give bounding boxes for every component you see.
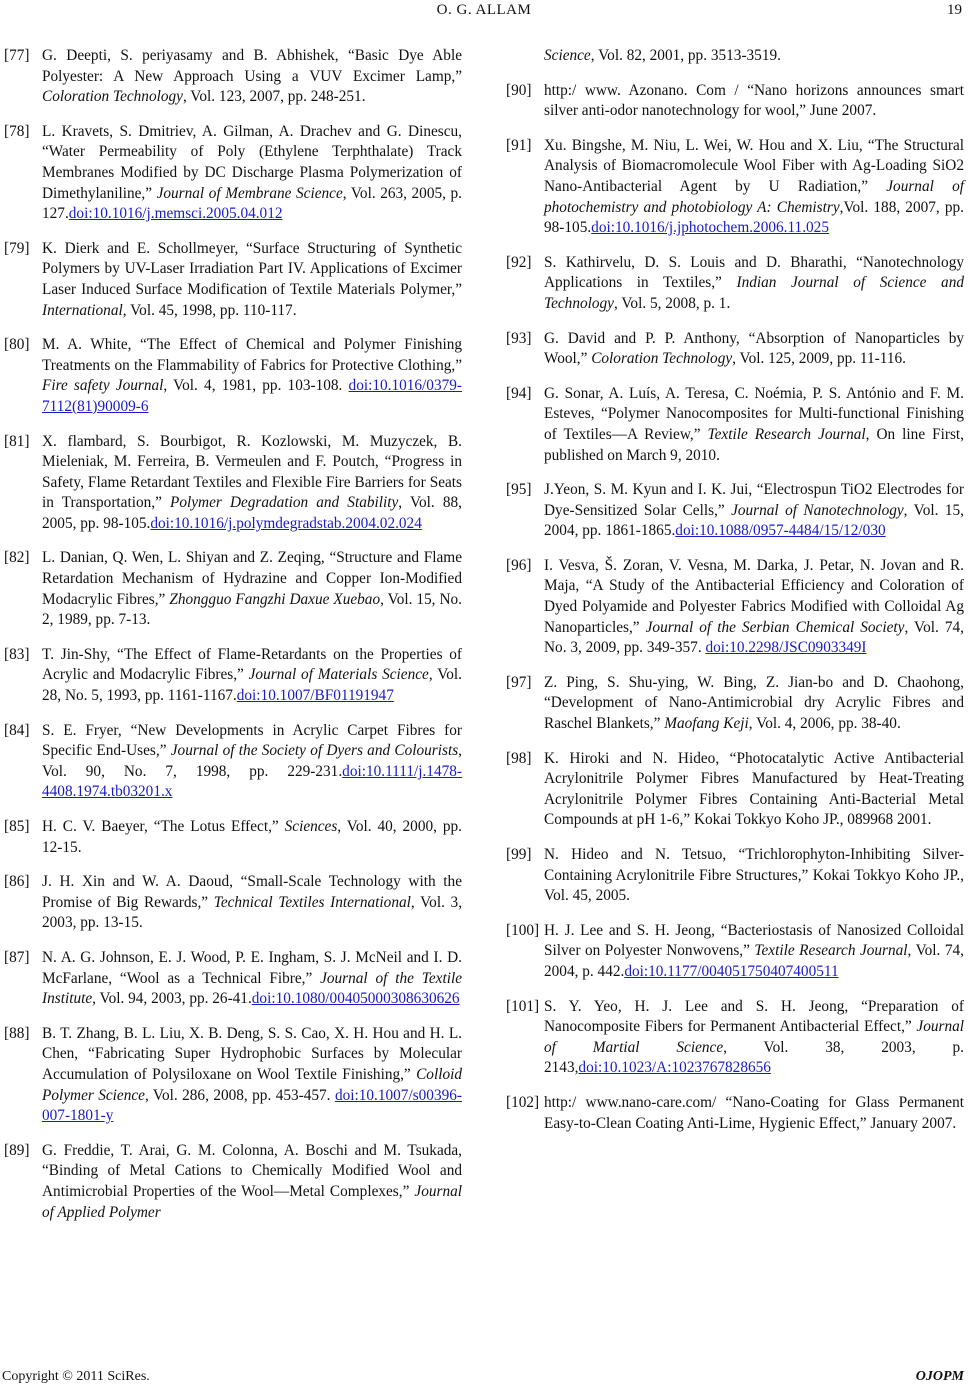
reference-details: , Vol. 88, 2005, pp. 98-105. bbox=[42, 494, 463, 532]
reference-details: , Vol. 15, No. 2, 1989, pp. 7-13. bbox=[42, 590, 463, 629]
reference-source: Journal of Martial Science bbox=[544, 1018, 964, 1056]
reference-details: , Vol. 40, 2000, pp. 12-15. bbox=[42, 818, 462, 856]
reference-text bbox=[544, 136, 964, 239]
reference-text bbox=[42, 817, 462, 858]
reference-text bbox=[42, 721, 462, 803]
reference-entry bbox=[506, 480, 964, 542]
reference-details: , Vol. 5, 2008, p. 1. bbox=[613, 294, 731, 312]
doi-link[interactable]: doi:10.1016/0379-7112(81)90009-6 bbox=[42, 377, 462, 415]
reference-details: , Vol. 263, 2005, p. 127. bbox=[42, 184, 462, 223]
doi-link[interactable]: doi:10.1007/BF01191947 bbox=[236, 687, 394, 705]
reference-authors-title: S. E. Fryer, “New Developments in Acrylic Carpet Fibres for Specific End-Uses,” bbox=[42, 721, 462, 760]
reference-entry bbox=[4, 548, 462, 630]
reference-entry bbox=[506, 136, 964, 239]
doi-link[interactable]: doi:10.1016/j.polymdegradstab.2004.02.024 bbox=[150, 514, 422, 532]
reference-entry bbox=[506, 1093, 964, 1134]
reference-source: Journal of Materials Science bbox=[248, 666, 429, 684]
reference-text bbox=[544, 921, 964, 983]
reference-text bbox=[42, 239, 462, 321]
reference-source: Fire safety Journal bbox=[42, 377, 164, 395]
reference-entry bbox=[4, 46, 462, 108]
page-header bbox=[0, 0, 968, 22]
reference-details: , Vol. 123, 2007, pp. 248-251. bbox=[182, 88, 366, 106]
reference-authors-title: L. Danian, Q. Wen, L. Shiyan and Z. Zeqing, “Structure and Flame Retardation Mechanism of Hydrazine and Copper Ion-Modified Modacrylic Fibres,” bbox=[42, 549, 462, 608]
reference-authors-title: http:/ www. Azonano. Com / “Nano horizons announces smart silver anti-odor nanotechnology for wool,” June 2007. bbox=[544, 81, 964, 120]
reference-number: [97] bbox=[506, 673, 532, 691]
reference-authors-title: G. Deepti, S. periyasamy and B. Abhishek, “Basic Dye Able Polyester: A New Approach Using a VUV Excimer Lamp,” bbox=[42, 47, 462, 85]
reference-entry bbox=[4, 721, 462, 803]
reference-number: [90] bbox=[506, 81, 532, 99]
reference-text bbox=[42, 948, 462, 1010]
reference-details: , Vol. 45, 1998, pp. 110-117. bbox=[122, 301, 297, 319]
reference-source: Indian Journal of Science and Technology bbox=[544, 274, 964, 312]
reference-details: , Vol. 74, 2004, p. 442. bbox=[544, 942, 964, 980]
reference-entry bbox=[4, 1141, 462, 1223]
reference-entry bbox=[506, 46, 964, 67]
reference-source: Coloration Technology bbox=[42, 88, 183, 106]
copyright-notice: Copyright © 2011 SciRes. bbox=[2, 1369, 150, 1384]
reference-authors-title: H. J. Lee and S. H. Jeong, “Bacteriostasis of Nanosized Colloidal Silver on Polyester Nonwovens,” bbox=[544, 921, 964, 960]
reference-source: Journal of photochemistry and photobiology A: Chemistry bbox=[544, 177, 964, 216]
reference-entry bbox=[506, 845, 964, 907]
reference-text bbox=[42, 432, 462, 535]
reference-text bbox=[42, 872, 462, 934]
reference-details: , Vol. 125, 2009, pp. 11-116. bbox=[732, 350, 906, 368]
reference-authors-title: K. Hiroki and N. Hideo, “Photocatalytic Active Antibacterial Acrylonitrile Polymer Fibres Manufactured by Heat-Treating Acrylonitrile Polymer Fibres Containing Anti-Bacterial Metal Compounds at pH 1-6,” Kokai Tokkyo Koho JP., 089968 2001. bbox=[544, 749, 964, 829]
journal-abbreviation: OJOPM bbox=[915, 1369, 964, 1384]
reference-entry bbox=[4, 239, 462, 321]
reference-source: Polymer Degradation and Stability bbox=[170, 494, 399, 512]
reference-source: Science bbox=[544, 47, 591, 64]
reference-entry bbox=[4, 432, 462, 535]
reference-details: , Vol. 38, 2003, p. 2143, bbox=[544, 1038, 964, 1077]
reference-authors-title: Xu. Bingshe, M. Niu, L. Wei, W. Hou and X. Liu, “The Structural Analysis of Biomacromolecule Wool Fiber with Ag-Loading SiO2 Nano-Antibacterial Agent by U Radiation,” bbox=[544, 136, 964, 195]
reference-entry bbox=[506, 253, 964, 315]
reference-number: [89] bbox=[4, 1141, 30, 1159]
reference-text bbox=[544, 253, 964, 315]
reference-number: [96] bbox=[506, 556, 532, 574]
reference-number bbox=[506, 46, 544, 67]
reference-text bbox=[42, 122, 462, 225]
reference-text bbox=[544, 46, 964, 67]
reference-number: [95] bbox=[506, 481, 532, 499]
reference-text bbox=[42, 335, 462, 417]
reference-entry bbox=[4, 817, 462, 858]
reference-source: Textile Research Journal bbox=[754, 942, 908, 960]
reference-authors-title: X. flambard, S. Bourbigot, R. Kozlowski, M. Muzyczek, B. Mieleniak, M. Ferreira, B. Vermeulen and F. Poutch, “Progress in Safety, Flame Retardant Textiles and Flexible Fire Barriers for Seats in Transportation,” bbox=[42, 432, 462, 512]
reference-entry bbox=[4, 872, 462, 934]
reference-number: [88] bbox=[4, 1024, 30, 1042]
reference-number: [77] bbox=[4, 47, 30, 64]
reference-source: Maofang Keji bbox=[664, 715, 749, 733]
reference-source: Textile Research Journal bbox=[707, 425, 866, 443]
reference-details: , Vol. 82, 2001, pp. 3513-3519. bbox=[590, 47, 781, 64]
reference-number: [94] bbox=[506, 384, 532, 402]
reference-number: [83] bbox=[4, 645, 30, 663]
reference-authors-title: G. David and P. P. Anthony, “Absorption of Nanoparticles by Wool,” bbox=[544, 329, 964, 368]
doi-link[interactable]: doi:10.1016/j.memsci.2005.04.012 bbox=[68, 205, 283, 223]
reference-entry bbox=[4, 122, 462, 225]
reference-text bbox=[544, 329, 964, 370]
reference-authors-title: G. Sonar, A. Luís, A. Teresa, C. Noémia, P. S. António and F. M. Esteves, “Polymer Nanocomposites for Multi-functional Finishing of Textiles—A Review,” bbox=[544, 384, 964, 443]
reference-details: ,Vol. 188, 2007, pp. 98-105. bbox=[544, 198, 964, 237]
reference-number: [101] bbox=[506, 997, 540, 1015]
reference-text bbox=[544, 997, 964, 1079]
doi-link[interactable]: doi:10.1088/0957-4484/15/12/030 bbox=[675, 522, 886, 540]
reference-details: , Vol. 94, 2003, pp. 26-41. bbox=[92, 990, 252, 1008]
reference-text bbox=[42, 645, 462, 707]
reference-source: Journal of Applied Polymer bbox=[42, 1182, 462, 1221]
doi-link[interactable]: doi:10.1177/004051750407400511 bbox=[624, 962, 839, 980]
reference-text bbox=[42, 46, 462, 108]
reference-authors-title: Z. Ping, S. Shu-ying, W. Bing, Z. Jian-bo and D. Chaohong, “Development of Nano-Antimicrobial dry Acrylic Fibres and Raschel Blankets,” bbox=[544, 673, 964, 733]
reference-source: Zhongguo Fangzhi Daxue Xuebao bbox=[169, 590, 381, 608]
reference-text bbox=[544, 845, 964, 907]
reference-authors-title: H. C. V. Baeyer, “The Lotus Effect,” bbox=[42, 818, 285, 835]
reference-number: [87] bbox=[4, 948, 30, 966]
reference-details: , Vol. 4, 1981, pp. 103-108. bbox=[163, 377, 349, 395]
reference-number: [80] bbox=[4, 336, 30, 354]
reference-authors-title: T. Jin-Shy, “The Effect of Flame-Retardants on the Properties of Acrylic and Modacrylic Fibres,” bbox=[42, 645, 462, 684]
reference-authors-title: I. Vesva, Š. Zoran, V. Vesna, M. Darka, J. Petar, N. Jovan and R. Maja, “A Study of the Antibacterial Efficiency and Coloration of Dyed Polyamide and Polyester Fabrics Modified with Colloidal Ag Nanoparticles,” bbox=[544, 556, 964, 636]
reference-source: Technical Textiles International bbox=[213, 893, 411, 911]
reference-details: , Vol. 4, 2006, pp. 38-40. bbox=[748, 715, 901, 733]
reference-entry bbox=[506, 749, 964, 831]
page-number: 19 bbox=[947, 2, 962, 18]
reference-number: [79] bbox=[4, 239, 30, 257]
doi-link[interactable]: doi:10.2298/JSC0903349I bbox=[705, 639, 867, 657]
reference-authors-title: G. Freddie, T. Arai, G. M. Colonna, A. Boschi and M. Tsukada, “Binding of Metal Cations to Chemically Modified Wool and Antimicrobial Properties of the Wool—Metal Complexes,” bbox=[42, 1141, 462, 1200]
reference-details: , On line First, published on March 9, 2010. bbox=[544, 425, 964, 464]
reference-authors-title: S. Y. Yeo, H. J. Lee and S. H. Jeong, “Preparation of Nanocomposite Fibers for Permanent Antibacterial Effect,” bbox=[544, 997, 964, 1036]
reference-number: [100] bbox=[506, 921, 540, 939]
reference-text bbox=[42, 548, 462, 630]
reference-text bbox=[544, 81, 964, 122]
reference-source: Journal of the Serbian Chemical Society bbox=[645, 618, 905, 636]
reference-authors-title: B. T. Zhang, B. L. Liu, X. B. Deng, S. S. Cao, X. H. Hou and H. L. Chen, “Fabricating Super Hydrophobic Surfaces by Molecular Accumulation of Polysiloxane on Wool Textile Finishing,” bbox=[42, 1024, 462, 1083]
reference-entry bbox=[506, 384, 964, 466]
reference-entry bbox=[4, 645, 462, 707]
doi-link[interactable]: doi:10.1080/00405000308630626 bbox=[251, 990, 460, 1008]
reference-authors-title: K. Dierk and E. Schollmeyer, “Surface Structuring of Synthetic Polymers by UV-Laser Irradiation Part IV. Applications of Excimer Laser Induced Surface Modification of Textile Materials Polymer,” bbox=[42, 239, 462, 298]
reference-details: , Vol. 3, 2003, pp. 13-15. bbox=[42, 893, 463, 932]
reference-number: [82] bbox=[4, 549, 30, 567]
reference-entry bbox=[506, 81, 964, 122]
running-title: O. G. ALLAM bbox=[436, 2, 532, 18]
reference-source: International bbox=[42, 301, 123, 319]
reference-number: [85] bbox=[4, 818, 30, 835]
reference-text bbox=[544, 749, 964, 831]
reference-number: [78] bbox=[4, 122, 30, 140]
reference-source: Sciences bbox=[284, 818, 338, 835]
doi-link[interactable]: doi:10.1023/A:1023767828656 bbox=[578, 1059, 771, 1077]
reference-entry bbox=[506, 673, 964, 735]
reference-number: [98] bbox=[506, 749, 532, 767]
reference-number: [99] bbox=[506, 846, 532, 863]
reference-source: Journal of Nanotechnology bbox=[731, 501, 904, 519]
reference-number: [84] bbox=[4, 721, 30, 739]
reference-authors-title: http:/ www.nano-care.com/ “Nano-Coating for Glass Permanent Easy-to-Clean Coating Anti-Lime, Hygienic Effect,” January 2007. bbox=[544, 1093, 964, 1132]
reference-details: , Vol. 15, 2004, pp. 1861-1865. bbox=[544, 501, 964, 540]
reference-text bbox=[544, 673, 964, 735]
reference-authors-title: L. Kravets, S. Dmitriev, A. Gilman, A. Drachev and G. Dinescu, “Water Permeability of Poly (Ethylene Terphthalate) Track Membranes Modified by DC Discharge Plasma Polymerization of Dimethylaniline,” bbox=[42, 122, 462, 202]
reference-entry bbox=[506, 329, 964, 370]
reference-text bbox=[544, 1093, 964, 1134]
references-left-column bbox=[4, 46, 462, 1237]
reference-details: , Vol. 286, 2008, pp. 453-457. bbox=[144, 1086, 335, 1104]
doi-link[interactable]: doi:10.1007/s00396-007-1801-y bbox=[42, 1086, 462, 1125]
reference-number: [93] bbox=[506, 329, 532, 347]
reference-authors-title: N. Hideo and N. Tetsuo, “Trichlorophyton-Inhibiting Silver-Containing Acrylonitrile Fibre Structures,” Kokai Tokkyo Koho JP., Vol. 45, 2005. bbox=[544, 846, 964, 905]
reference-number: [81] bbox=[4, 432, 30, 450]
page-footer bbox=[0, 1368, 968, 1386]
reference-source: Journal of Membrane Science bbox=[156, 184, 343, 202]
reference-entry bbox=[506, 997, 964, 1079]
reference-authors-title: M. A. White, “The Effect of Chemical and Polymer Finishing Treatments on the Flammability of Fabrics for Protective Clothing,” bbox=[42, 336, 462, 374]
reference-source: Journal of the Textile Institute bbox=[42, 969, 462, 1008]
reference-number: [91] bbox=[506, 136, 532, 154]
reference-authors-title: J.Yeon, S. M. Kyun and I. K. Jui, “Electrospun TiO2 Electrodes for Dye-Sensitized Solar Cells,” bbox=[544, 481, 964, 519]
reference-details: , Vol. 90, No. 7, 1998, pp. 229-231. bbox=[42, 742, 462, 780]
doi-link[interactable]: doi:10.1111/j.1478-4408.1974.tb03201.x bbox=[42, 762, 462, 801]
reference-text bbox=[544, 384, 964, 466]
reference-entry bbox=[506, 556, 964, 659]
doi-link[interactable]: doi:10.1016/j.jphotochem.2006.11.025 bbox=[591, 219, 829, 237]
reference-authors-title: J. H. Xin and W. A. Daoud, “Small-Scale Technology with the Promise of Big Rewards,” bbox=[42, 873, 462, 911]
reference-number: [102] bbox=[506, 1093, 540, 1111]
reference-entry bbox=[4, 948, 462, 1010]
reference-details: , Vol. 74, No. 3, 2009, pp. 349-357. bbox=[544, 618, 965, 657]
reference-number: [92] bbox=[506, 253, 532, 271]
reference-entry bbox=[506, 921, 964, 983]
reference-entry bbox=[4, 1024, 462, 1127]
references-right-column bbox=[506, 46, 964, 1148]
reference-authors-title: N. A. G. Johnson, E. J. Wood, P. E. Ingham, S. J. McNeil and I. D. McFarlane, “Wool as a Technical Fibre,” bbox=[42, 948, 462, 987]
reference-number: [86] bbox=[4, 873, 30, 891]
reference-source: Colloid Polymer Science bbox=[42, 1065, 462, 1104]
reference-text bbox=[42, 1024, 462, 1127]
reference-source: Coloration Technology bbox=[591, 350, 733, 368]
reference-authors-title: S. Kathirvelu, D. S. Louis and D. Bharathi, “Nanotechnology Applications in Textiles,” bbox=[544, 253, 964, 292]
reference-source: Journal of the Society of Dyers and Colourists bbox=[170, 742, 459, 760]
reference-entry bbox=[4, 335, 462, 417]
reference-details: , Vol. 28, No. 5, 1993, pp. 1161-1167. bbox=[42, 666, 462, 705]
reference-text bbox=[42, 1141, 462, 1223]
reference-text bbox=[544, 480, 964, 542]
reference-text bbox=[544, 556, 964, 659]
